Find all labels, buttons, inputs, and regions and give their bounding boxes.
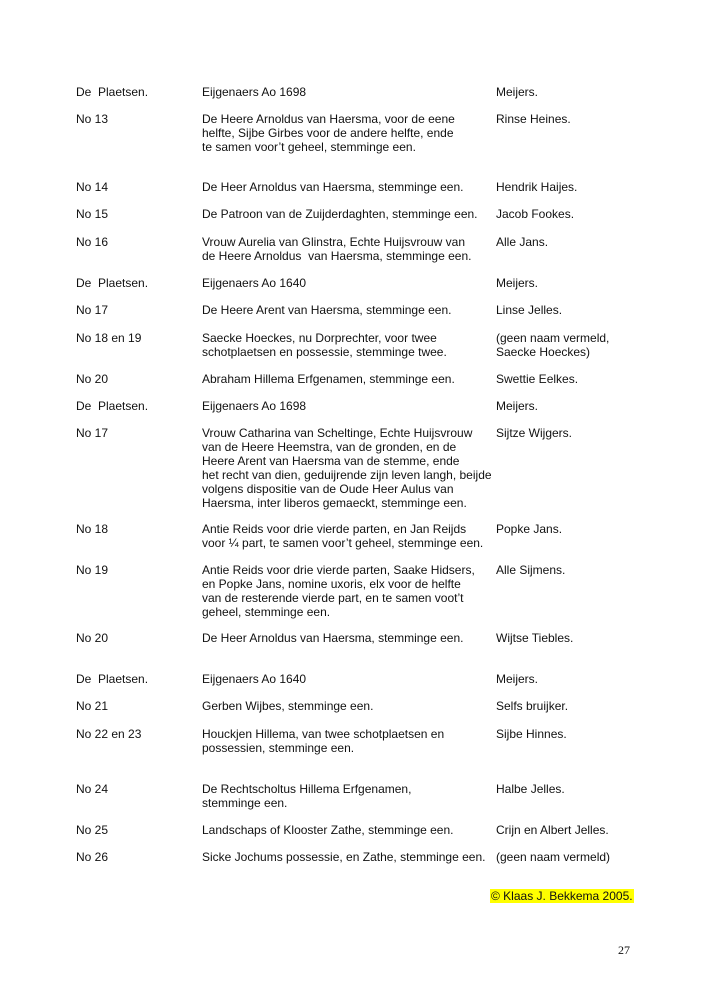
- page-number: 27: [618, 943, 630, 957]
- tenant-line: Swettie Eelkes.: [496, 372, 579, 386]
- owner-line: geheel, stemminge een.: [202, 605, 331, 619]
- owner-line: van de resterende vierde part, en te samen voot’t: [202, 591, 464, 605]
- place-number: De Plaetsen.: [76, 85, 149, 99]
- place-number: No 16: [76, 235, 109, 249]
- tenant-text: [496, 303, 676, 317]
- tenant-text: [496, 85, 676, 99]
- owner-text: [202, 426, 492, 510]
- tenant-text: [496, 699, 676, 713]
- owner-line: De Heer Arnoldus van Haersma, stemminge een.: [202, 631, 464, 645]
- tenant-line: Popke Jans.: [496, 522, 563, 536]
- owner-line: Eijgenaers Ao 1698: [202, 399, 307, 413]
- tenant-line: Sijbe Hinnes.: [496, 727, 567, 741]
- tenant-line: Crijn en Albert Jelles.: [496, 823, 609, 837]
- owner-line: De Patroon van de Zuijderdaghten, stemminge een.: [202, 207, 478, 221]
- place-number: No 13: [76, 112, 109, 126]
- place-number: No 20: [76, 631, 109, 645]
- tenant-line: Meijers.: [496, 85, 539, 99]
- tenant-text: [496, 782, 676, 796]
- owner-line: en Popke Jans, nomine uxoris, elx voor de helfte: [202, 577, 461, 591]
- owner-line: Landschaps of Klooster Zathe, stemminge een.: [202, 823, 454, 837]
- owner-text: [202, 180, 492, 194]
- owner-text: [202, 823, 492, 837]
- tenant-line: Saecke Hoeckes): [496, 345, 591, 359]
- place-number: De Plaetsen.: [76, 672, 149, 686]
- owner-line: schotplaetsen en possessie, stemminge twee.: [202, 345, 447, 359]
- owner-line: voor ¼ part, te samen voor’t geheel, stemminge een.: [202, 536, 484, 550]
- owner-text: [202, 112, 492, 154]
- place-number: No 15: [76, 207, 109, 221]
- owner-text: [202, 850, 492, 864]
- tenant-line: Meijers.: [496, 276, 539, 290]
- owner-text: [202, 631, 492, 645]
- owner-line: Saecke Hoeckes, nu Dorprechter, voor twee: [202, 331, 437, 345]
- owner-line: Houckjen Hillema, van twee schotplaetsen en: [202, 727, 445, 741]
- owner-line: Vrouw Aurelia van Glinstra, Echte Huijsvrouw van: [202, 235, 466, 249]
- owner-line: Gerben Wijbes, stemminge een.: [202, 699, 374, 713]
- owner-line: volgens dispositie van de Oude Heer Aulus van: [202, 482, 454, 496]
- owner-line: Sicke Jochums possessie, en Zathe, stemminge een.: [202, 850, 486, 864]
- owner-line: De Rechtscholtus Hillema Erfgenamen,: [202, 782, 412, 796]
- owner-text: [202, 303, 492, 317]
- owner-text: [202, 85, 492, 99]
- tenant-text: [496, 331, 676, 359]
- owner-line: De Heere Arnoldus van Haersma, voor de eene: [202, 112, 455, 126]
- owner-line: Vrouw Catharina van Scheltinge, Echte Huijsvrouw: [202, 426, 473, 440]
- owner-line: Haersma, inter liberos gemaeckt, stemminge een.: [202, 496, 467, 510]
- tenant-line: Jacob Fookes.: [496, 207, 575, 221]
- owner-text: [202, 276, 492, 290]
- place-number: No 21: [76, 699, 109, 713]
- owner-line: het recht van dien, geduijrende zijn leven langh, beijde: [202, 468, 492, 482]
- tenant-text: [496, 522, 676, 536]
- owner-line: possessien, stemminge een.: [202, 741, 355, 755]
- place-number: No 24: [76, 782, 109, 796]
- tenant-text: [496, 207, 676, 221]
- owner-line: helfte, Sijbe Girbes voor de andere helfte, ende: [202, 126, 454, 140]
- owner-text: [202, 235, 492, 263]
- tenant-line: Linse Jelles.: [496, 303, 563, 317]
- tenant-line: Selfs bruijker.: [496, 699, 569, 713]
- tenant-text: [496, 672, 676, 686]
- owner-line: Heere Arent van Haersma van de stemme, ende: [202, 454, 460, 468]
- owner-text: [202, 699, 492, 713]
- place-number: De Plaetsen.: [76, 276, 149, 290]
- tenant-line: Wijtse Tiebles.: [496, 631, 574, 645]
- owner-text: [202, 522, 492, 550]
- place-number: No 19: [76, 563, 109, 577]
- owner-line: De Heere Arent van Haersma, stemminge een.: [202, 303, 452, 317]
- tenant-text: [496, 180, 676, 194]
- place-number: De Plaetsen.: [76, 399, 149, 413]
- owner-text: [202, 782, 492, 810]
- owner-line: Antie Reids voor drie vierde parten, en Jan Reijds: [202, 522, 467, 536]
- owner-line: De Heer Arnoldus van Haersma, stemminge een.: [202, 180, 464, 194]
- tenant-line: (geen naam vermeld): [496, 850, 611, 864]
- owner-line: Eijgenaers Ao 1640: [202, 276, 307, 290]
- owner-line: te samen voor’t geheel, stemminge een.: [202, 140, 416, 154]
- owner-line: de Heere Arnoldus van Haersma, stemminge een.: [202, 249, 472, 263]
- tenant-text: [496, 399, 676, 413]
- tenant-line: Alle Sijmens.: [496, 563, 566, 577]
- copyright-notice: © Klaas J. Bekkema 2005.: [491, 889, 633, 903]
- owner-line: Antie Reids voor drie vierde parten, Saake Hidsers,: [202, 563, 475, 577]
- owner-text: [202, 372, 492, 386]
- owner-text: [202, 563, 492, 619]
- tenant-line: Sijtze Wijgers.: [496, 426, 573, 440]
- owner-line: Eijgenaers Ao 1698: [202, 85, 307, 99]
- place-number: No 22 en 23: [76, 727, 142, 741]
- tenant-text: [496, 372, 676, 386]
- owner-text: [202, 399, 492, 413]
- tenant-line: Halbe Jelles.: [496, 782, 565, 796]
- tenant-text: [496, 631, 676, 645]
- tenant-line: Alle Jans.: [496, 235, 549, 249]
- place-number: No 18: [76, 522, 109, 536]
- owner-line: stemminge een.: [202, 796, 288, 810]
- tenant-text: [496, 850, 676, 864]
- tenant-text: [496, 823, 676, 837]
- owner-text: [202, 672, 492, 686]
- tenant-text: [496, 563, 676, 577]
- place-number: No 25: [76, 823, 109, 837]
- tenant-line: Meijers.: [496, 672, 539, 686]
- tenant-line: Meijers.: [496, 399, 539, 413]
- tenant-text: [496, 727, 676, 741]
- tenant-text: [496, 426, 676, 440]
- owner-text: [202, 727, 492, 755]
- owner-line: Abraham Hillema Erfgenamen, stemminge een.: [202, 372, 455, 386]
- tenant-line: Rinse Heines.: [496, 112, 571, 126]
- place-number: No 20: [76, 372, 109, 386]
- tenant-text: [496, 235, 676, 249]
- place-number: No 14: [76, 180, 109, 194]
- place-number: No 17: [76, 303, 109, 317]
- owner-line: Eijgenaers Ao 1640: [202, 672, 307, 686]
- place-number: No 26: [76, 850, 109, 864]
- owner-text: [202, 331, 492, 359]
- tenant-line: (geen naam vermeld,: [496, 331, 610, 345]
- place-number: No 18 en 19: [76, 331, 142, 345]
- tenant-text: [496, 276, 676, 290]
- place-number: No 17: [76, 426, 109, 440]
- tenant-line: Hendrik Haijes.: [496, 180, 578, 194]
- owner-line: van de Heere Heemstra, van de gronden, en de: [202, 440, 457, 454]
- owner-text: [202, 207, 492, 221]
- tenant-text: [496, 112, 676, 126]
